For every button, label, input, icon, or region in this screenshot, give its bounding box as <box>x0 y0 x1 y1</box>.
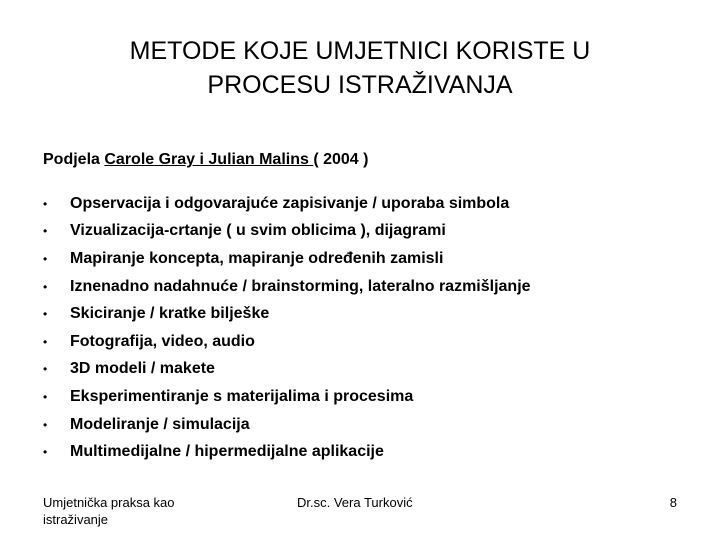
bullet-dot-icon: • <box>43 445 48 460</box>
bullet-dot-icon: • <box>43 224 48 239</box>
bullet-item <box>43 300 531 328</box>
bullet-text: Multimedijalne / hipermedijalne aplikacije <box>70 443 384 461</box>
footer-course-title <box>43 494 213 528</box>
bullet-dot-icon: • <box>43 362 48 377</box>
bullet-dot-icon: • <box>43 334 48 349</box>
bullet-text: Iznenadno nadahnuće / brainstorming, lateralno razmišljanje <box>70 277 531 295</box>
bullet-text: Vizualizacija-crtanje ( u svim oblicima ), dijagrami <box>70 222 446 240</box>
bullet-dot-icon: • <box>43 196 48 211</box>
slide-title-line-2: PROCESU ISTRAŽIVANJA <box>207 71 513 99</box>
bullet-item <box>43 438 531 466</box>
subtitle-year: ( 2004 ) <box>313 151 369 168</box>
bullet-item <box>43 328 531 356</box>
slide-title-line-1: METODE KOJE UMJETNICI KORISTE U <box>129 37 591 65</box>
bullet-item <box>43 190 531 218</box>
bullet-text: Mapiranje koncepta, mapiranje određenih zamisli <box>70 249 444 267</box>
bullet-item <box>43 273 531 301</box>
footer-course-title-line-2: istraživanje <box>43 512 109 527</box>
bullet-text: Eksperimentiranje s materijalima i procesima <box>70 387 414 405</box>
footer-author: Dr.sc. Vera Turković <box>297 495 413 510</box>
bullet-list <box>43 190 531 466</box>
subtitle <box>43 151 368 169</box>
bullet-item <box>43 356 531 384</box>
subtitle-prefix: Podjela <box>43 151 105 168</box>
bullet-dot-icon: • <box>43 417 48 432</box>
bullet-text: Modeliranje / simulacija <box>70 415 250 433</box>
bullet-dot-icon: • <box>43 251 48 266</box>
footer-course-title-line-1: Umjetnička praksa kao <box>43 495 175 510</box>
slide-title <box>60 34 660 102</box>
bullet-item <box>43 411 531 439</box>
bullet-text: Skiciranje / kratke bilješke <box>70 305 270 323</box>
bullet-dot-icon: • <box>43 389 48 404</box>
bullet-item <box>43 383 531 411</box>
bullet-dot-icon: • <box>43 307 48 322</box>
bullet-text: 3D modeli / makete <box>70 360 215 378</box>
bullet-dot-icon: • <box>43 279 48 294</box>
bullet-item <box>43 245 531 273</box>
footer-page-number: 8 <box>669 495 677 510</box>
bullet-item <box>43 218 531 246</box>
bullet-text: Fotografija, video, audio <box>70 332 255 350</box>
bullet-text: Opservacija i odgovarajuće zapisivanje / uporaba simbola <box>70 194 510 212</box>
subtitle-authors: Carole Gray i Julian Malins <box>104 151 314 168</box>
